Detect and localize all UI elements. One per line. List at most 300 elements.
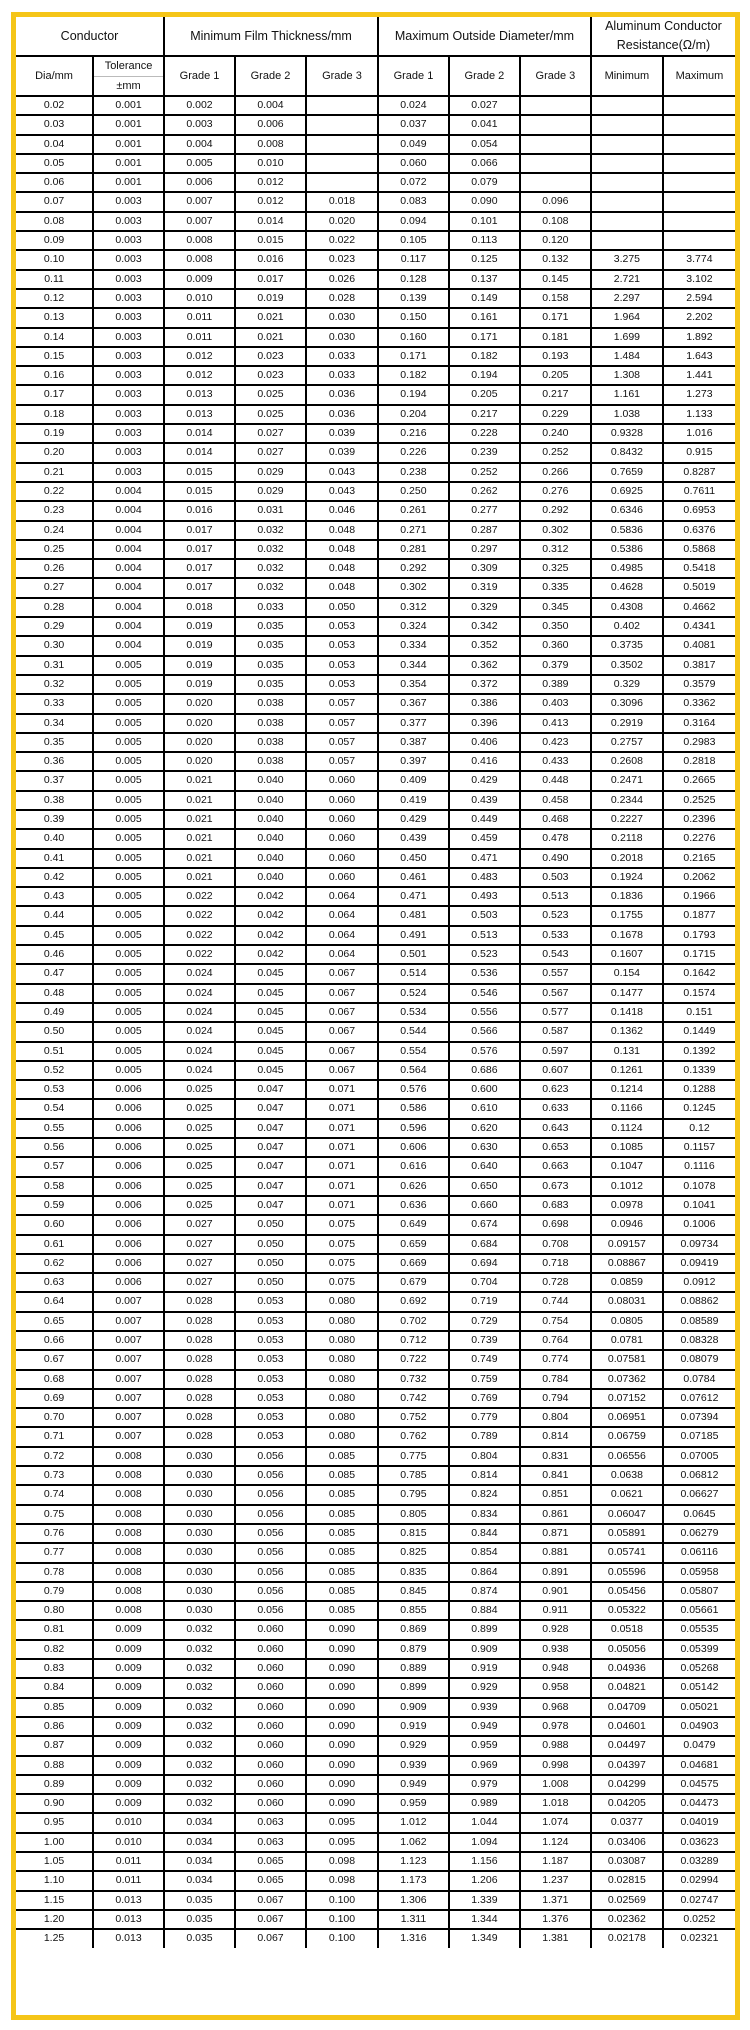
table-row — [16, 675, 735, 694]
cell-res-min — [591, 212, 663, 231]
cell-film-g1: 0.019 — [164, 675, 235, 694]
cell-od-g1: 0.150 — [378, 308, 449, 327]
cell-od-g3: 0.784 — [520, 1370, 591, 1389]
cell-film-g1: 0.004 — [164, 135, 235, 154]
cell-film-g3: 0.080 — [306, 1292, 378, 1311]
cell-res-max: 0.5019 — [663, 578, 735, 597]
cell-film-g1: 0.019 — [164, 656, 235, 675]
cell-film-g2: 0.029 — [235, 482, 306, 501]
cell-od-g3: 0.978 — [520, 1717, 591, 1736]
cell-film-g2: 0.035 — [235, 656, 306, 675]
cell-film-g1: 0.024 — [164, 1061, 235, 1080]
cell-dia: 0.05 — [16, 154, 93, 173]
cell-film-g3: 0.090 — [306, 1756, 378, 1775]
cell-od-g3: 0.302 — [520, 521, 591, 540]
cell-tolerance: 0.004 — [93, 617, 164, 636]
cell-film-g2: 0.056 — [235, 1485, 306, 1504]
cell-tolerance: 0.009 — [93, 1736, 164, 1755]
cell-res-min: 0.1418 — [591, 1003, 663, 1022]
cell-od-g1: 0.805 — [378, 1505, 449, 1524]
cell-od-g1: 0.302 — [378, 578, 449, 597]
cell-od-g3 — [520, 154, 591, 173]
cell-od-g2: 0.789 — [449, 1427, 520, 1446]
cell-od-g2: 0.406 — [449, 733, 520, 752]
table-row — [16, 714, 735, 733]
cell-res-max: 0.6953 — [663, 501, 735, 520]
cell-dia: 0.59 — [16, 1196, 93, 1215]
cell-film-g3: 0.085 — [306, 1485, 378, 1504]
cell-dia: 0.26 — [16, 559, 93, 578]
cell-film-g1: 0.017 — [164, 578, 235, 597]
cell-od-g1: 0.083 — [378, 192, 449, 211]
cell-film-g2: 0.033 — [235, 598, 306, 617]
cell-od-g2: 0.719 — [449, 1292, 520, 1311]
cell-film-g3: 0.071 — [306, 1138, 378, 1157]
cell-film-g2: 0.032 — [235, 521, 306, 540]
cell-res-max: 0.1642 — [663, 964, 735, 983]
cell-res-min: 0.05056 — [591, 1640, 663, 1659]
cell-od-g2: 0.576 — [449, 1042, 520, 1061]
cell-film-g3: 0.085 — [306, 1524, 378, 1543]
cell-od-g2: 0.362 — [449, 656, 520, 675]
cell-dia: 0.50 — [16, 1022, 93, 1041]
cell-film-g3: 0.085 — [306, 1466, 378, 1485]
cell-film-g2: 0.065 — [235, 1852, 306, 1871]
cell-res-max: 0.03289 — [663, 1852, 735, 1871]
cell-od-g2: 0.523 — [449, 945, 520, 964]
cell-film-g3: 0.067 — [306, 1061, 378, 1080]
cell-od-g2: 1.349 — [449, 1929, 520, 1947]
cell-tolerance: 0.008 — [93, 1524, 164, 1543]
cell-film-g1: 0.021 — [164, 849, 235, 868]
cell-od-g2: 0.217 — [449, 405, 520, 424]
cell-film-g1: 0.013 — [164, 385, 235, 404]
cell-dia: 0.02 — [16, 96, 93, 115]
cell-film-g1: 0.003 — [164, 115, 235, 134]
cell-res-min: 0.1607 — [591, 945, 663, 964]
cell-dia: 0.25 — [16, 540, 93, 559]
cell-od-g3: 0.938 — [520, 1640, 591, 1659]
cell-film-g3: 0.020 — [306, 212, 378, 231]
cell-film-g2: 0.056 — [235, 1505, 306, 1524]
cell-film-g2: 0.016 — [235, 250, 306, 269]
table-row — [16, 617, 735, 636]
cell-tolerance: 0.006 — [93, 1080, 164, 1099]
cell-film-g3: 0.048 — [306, 578, 378, 597]
cell-od-g2: 1.094 — [449, 1833, 520, 1852]
cell-res-max: 1.441 — [663, 366, 735, 385]
cell-film-g2: 0.027 — [235, 424, 306, 443]
header-film-grade-1: Grade 1 — [164, 56, 235, 96]
cell-film-g3: 0.030 — [306, 328, 378, 347]
cell-film-g1: 0.002 — [164, 96, 235, 115]
table-row — [16, 868, 735, 887]
cell-res-max: 3.774 — [663, 250, 735, 269]
cell-res-min: 0.1924 — [591, 868, 663, 887]
cell-film-g2: 0.027 — [235, 443, 306, 462]
cell-res-max: 0.09734 — [663, 1235, 735, 1254]
cell-od-g2: 0.396 — [449, 714, 520, 733]
cell-od-g2: 0.319 — [449, 578, 520, 597]
cell-od-g3: 0.389 — [520, 675, 591, 694]
cell-film-g2: 0.056 — [235, 1543, 306, 1562]
cell-film-g3: 0.050 — [306, 598, 378, 617]
cell-res-min: 0.1362 — [591, 1022, 663, 1041]
cell-od-g2: 0.287 — [449, 521, 520, 540]
cell-res-max — [663, 115, 735, 134]
cell-film-g1: 0.018 — [164, 598, 235, 617]
table-row — [16, 1003, 735, 1022]
cell-od-g2: 0.277 — [449, 501, 520, 520]
cell-od-g2: 0.483 — [449, 868, 520, 887]
cell-tolerance: 0.009 — [93, 1640, 164, 1659]
cell-res-min: 0.06759 — [591, 1427, 663, 1446]
cell-res-min: 0.04497 — [591, 1736, 663, 1755]
cell-dia: 0.86 — [16, 1717, 93, 1736]
cell-od-g3: 0.181 — [520, 328, 591, 347]
cell-film-g2: 0.021 — [235, 308, 306, 327]
cell-od-g3: 0.503 — [520, 868, 591, 887]
cell-tolerance: 0.004 — [93, 578, 164, 597]
cell-film-g3: 0.048 — [306, 540, 378, 559]
table-row — [16, 1505, 735, 1524]
cell-od-g3: 0.804 — [520, 1408, 591, 1427]
cell-dia: 0.31 — [16, 656, 93, 675]
cell-film-g3: 0.033 — [306, 366, 378, 385]
cell-res-max: 0.04681 — [663, 1756, 735, 1775]
cell-od-g2: 0.684 — [449, 1235, 520, 1254]
cell-film-g1: 0.012 — [164, 366, 235, 385]
cell-res-min: 0.1261 — [591, 1061, 663, 1080]
cell-film-g1: 0.035 — [164, 1929, 235, 1947]
table-row — [16, 1736, 735, 1755]
cell-dia: 0.38 — [16, 791, 93, 810]
cell-od-g2: 0.309 — [449, 559, 520, 578]
cell-res-max — [663, 96, 735, 115]
cell-res-min: 0.0518 — [591, 1620, 663, 1639]
cell-film-g2: 0.025 — [235, 405, 306, 424]
table-row — [16, 598, 735, 617]
cell-res-max: 0.04575 — [663, 1775, 735, 1794]
table-row — [16, 1254, 735, 1273]
cell-od-g1: 0.324 — [378, 617, 449, 636]
table-row — [16, 1408, 735, 1427]
cell-od-g3: 0.607 — [520, 1061, 591, 1080]
table-row — [16, 1177, 735, 1196]
cell-res-min: 0.1755 — [591, 906, 663, 925]
cell-res-max: 0.1288 — [663, 1080, 735, 1099]
cell-res-max: 0.08862 — [663, 1292, 735, 1311]
cell-res-max: 0.2276 — [663, 829, 735, 848]
cell-film-g2: 0.047 — [235, 1196, 306, 1215]
cell-film-g3: 0.071 — [306, 1119, 378, 1138]
cell-dia: 0.77 — [16, 1543, 93, 1562]
cell-dia: 0.39 — [16, 810, 93, 829]
cell-film-g1: 0.020 — [164, 714, 235, 733]
cell-od-g3: 0.998 — [520, 1756, 591, 1775]
cell-od-g3: 0.988 — [520, 1736, 591, 1755]
cell-res-min: 0.329 — [591, 675, 663, 694]
cell-film-g3: 0.071 — [306, 1099, 378, 1118]
cell-film-g3: 0.080 — [306, 1370, 378, 1389]
cell-od-g1: 0.899 — [378, 1678, 449, 1697]
cell-res-max: 0.1966 — [663, 887, 735, 906]
cell-od-g1: 0.171 — [378, 347, 449, 366]
table-row — [16, 849, 735, 868]
cell-tolerance: 0.003 — [93, 308, 164, 327]
cell-od-g1: 0.429 — [378, 810, 449, 829]
table-row — [16, 1138, 735, 1157]
cell-od-g3: 0.217 — [520, 385, 591, 404]
cell-dia: 0.19 — [16, 424, 93, 443]
cell-od-g1: 0.879 — [378, 1640, 449, 1659]
cell-film-g3: 0.090 — [306, 1736, 378, 1755]
cell-od-g2: 0.252 — [449, 463, 520, 482]
cell-dia: 0.55 — [16, 1119, 93, 1138]
cell-res-max: 0.2062 — [663, 868, 735, 887]
cell-film-g2: 0.010 — [235, 154, 306, 173]
cell-od-g3: 0.764 — [520, 1331, 591, 1350]
cell-od-g1: 1.123 — [378, 1852, 449, 1871]
cell-od-g2: 0.239 — [449, 443, 520, 462]
cell-film-g3: 0.085 — [306, 1505, 378, 1524]
cell-od-g2: 0.536 — [449, 964, 520, 983]
cell-film-g1: 0.021 — [164, 791, 235, 810]
cell-dia: 1.10 — [16, 1871, 93, 1890]
cell-film-g3: 0.075 — [306, 1215, 378, 1234]
cell-od-g3: 0.958 — [520, 1678, 591, 1697]
cell-res-max: 0.0645 — [663, 1505, 735, 1524]
table-row — [16, 1061, 735, 1080]
cell-od-g3: 0.523 — [520, 906, 591, 925]
cell-film-g3: 0.090 — [306, 1717, 378, 1736]
cell-od-g1: 0.160 — [378, 328, 449, 347]
table-row — [16, 135, 735, 154]
cell-film-g2: 0.038 — [235, 752, 306, 771]
cell-film-g1: 0.028 — [164, 1370, 235, 1389]
cell-od-g3: 0.448 — [520, 771, 591, 790]
cell-od-g2: 0.546 — [449, 984, 520, 1003]
cell-film-g1: 0.030 — [164, 1466, 235, 1485]
cell-tolerance: 0.009 — [93, 1698, 164, 1717]
cell-res-max: 3.102 — [663, 270, 735, 289]
cell-od-g1: 0.024 — [378, 96, 449, 115]
cell-res-max: 0.1006 — [663, 1215, 735, 1234]
cell-film-g3: 0.060 — [306, 829, 378, 848]
cell-film-g1: 0.015 — [164, 482, 235, 501]
cell-film-g1: 0.028 — [164, 1389, 235, 1408]
cell-film-g3: 0.060 — [306, 771, 378, 790]
cell-res-max: 0.2818 — [663, 752, 735, 771]
cell-tolerance: 0.009 — [93, 1659, 164, 1678]
cell-film-g1: 0.015 — [164, 463, 235, 482]
cell-film-g2: 0.063 — [235, 1813, 306, 1832]
header-od-grade-3: Grade 3 — [520, 56, 591, 96]
cell-film-g1: 0.032 — [164, 1640, 235, 1659]
cell-film-g3: 0.026 — [306, 270, 378, 289]
cell-res-min: 0.1166 — [591, 1099, 663, 1118]
header-resistance-maximum: Maximum — [663, 56, 735, 96]
cell-od-g1: 0.501 — [378, 945, 449, 964]
cell-res-min: 0.4985 — [591, 559, 663, 578]
cell-dia: 0.68 — [16, 1370, 93, 1389]
cell-od-g3: 1.124 — [520, 1833, 591, 1852]
cell-od-g3: 0.653 — [520, 1138, 591, 1157]
cell-od-g2: 0.610 — [449, 1099, 520, 1118]
table-row — [16, 385, 735, 404]
cell-film-g1: 0.028 — [164, 1312, 235, 1331]
cell-dia: 0.79 — [16, 1582, 93, 1601]
cell-res-min: 2.297 — [591, 289, 663, 308]
cell-od-g3: 1.018 — [520, 1794, 591, 1813]
cell-film-g2: 0.040 — [235, 849, 306, 868]
cell-dia: 0.62 — [16, 1254, 93, 1273]
cell-res-min: 1.308 — [591, 366, 663, 385]
table-row — [16, 1871, 735, 1890]
cell-res-max: 0.08589 — [663, 1312, 735, 1331]
cell-od-g1: 0.128 — [378, 270, 449, 289]
cell-tolerance: 0.004 — [93, 540, 164, 559]
cell-dia: 0.42 — [16, 868, 93, 887]
cell-od-g3: 0.831 — [520, 1447, 591, 1466]
table-row — [16, 791, 735, 810]
cell-od-g1: 0.450 — [378, 849, 449, 868]
table-row — [16, 463, 735, 482]
cell-film-g3: 0.036 — [306, 405, 378, 424]
cell-od-g3: 0.145 — [520, 270, 591, 289]
cell-od-g1: 0.712 — [378, 1331, 449, 1350]
cell-film-g3: 0.053 — [306, 675, 378, 694]
cell-od-g3: 0.350 — [520, 617, 591, 636]
cell-film-g3: 0.071 — [306, 1177, 378, 1196]
cell-res-min — [591, 135, 663, 154]
table-body — [16, 96, 735, 1948]
cell-res-max: 0.05021 — [663, 1698, 735, 1717]
cell-dia: 1.00 — [16, 1833, 93, 1852]
table-row — [16, 1485, 735, 1504]
cell-film-g1: 0.019 — [164, 636, 235, 655]
cell-film-g1: 0.017 — [164, 521, 235, 540]
cell-od-g2: 0.824 — [449, 1485, 520, 1504]
cell-tolerance: 0.008 — [93, 1485, 164, 1504]
cell-dia: 0.49 — [16, 1003, 93, 1022]
cell-od-g1: 1.012 — [378, 1813, 449, 1832]
cell-film-g2: 0.056 — [235, 1563, 306, 1582]
cell-od-g2: 0.137 — [449, 270, 520, 289]
cell-od-g1: 0.094 — [378, 212, 449, 231]
cell-film-g2: 0.056 — [235, 1447, 306, 1466]
cell-od-g2: 0.779 — [449, 1408, 520, 1427]
cell-od-g2: 0.650 — [449, 1177, 520, 1196]
cell-tolerance: 0.005 — [93, 1003, 164, 1022]
cell-od-g2: 0.694 — [449, 1254, 520, 1273]
header-film-grade-2: Grade 2 — [235, 56, 306, 96]
cell-od-g1: 0.636 — [378, 1196, 449, 1215]
cell-film-g1: 0.025 — [164, 1196, 235, 1215]
cell-tolerance: 0.003 — [93, 270, 164, 289]
cell-tolerance: 0.007 — [93, 1312, 164, 1331]
cell-res-max — [663, 212, 735, 231]
cell-res-min: 0.1477 — [591, 984, 663, 1003]
cell-film-g1: 0.030 — [164, 1563, 235, 1582]
cell-film-g2: 0.040 — [235, 810, 306, 829]
cell-film-g2: 0.050 — [235, 1254, 306, 1273]
cell-film-g1: 0.021 — [164, 829, 235, 848]
cell-film-g1: 0.030 — [164, 1485, 235, 1504]
table-row — [16, 810, 735, 829]
cell-res-min: 0.02178 — [591, 1929, 663, 1947]
cell-film-g3: 0.100 — [306, 1891, 378, 1910]
cell-tolerance: 0.004 — [93, 598, 164, 617]
cell-od-g3: 0.891 — [520, 1563, 591, 1582]
cell-film-g1: 0.032 — [164, 1794, 235, 1813]
cell-od-g3: 0.478 — [520, 829, 591, 848]
cell-tolerance: 0.003 — [93, 347, 164, 366]
cell-od-g2: 0.959 — [449, 1736, 520, 1755]
header-conductor: Conductor — [16, 17, 164, 56]
table-row — [16, 1698, 735, 1717]
cell-od-g2: 0.834 — [449, 1505, 520, 1524]
cell-dia: 0.17 — [16, 385, 93, 404]
cell-res-min: 0.0946 — [591, 1215, 663, 1234]
cell-od-g2: 0.471 — [449, 849, 520, 868]
cell-od-g2: 0.372 — [449, 675, 520, 694]
cell-dia: 0.27 — [16, 578, 93, 597]
cell-res-min: 0.1124 — [591, 1119, 663, 1138]
cell-film-g3: 0.057 — [306, 714, 378, 733]
cell-film-g3: 0.080 — [306, 1312, 378, 1331]
table-row — [16, 424, 735, 443]
cell-film-g1: 0.021 — [164, 810, 235, 829]
cell-res-max: 0.03623 — [663, 1833, 735, 1852]
cell-film-g2: 0.050 — [235, 1215, 306, 1234]
cell-res-max — [663, 135, 735, 154]
cell-res-max: 0.6376 — [663, 521, 735, 540]
table-row — [16, 1312, 735, 1331]
table-row — [16, 887, 735, 906]
cell-film-g3: 0.060 — [306, 868, 378, 887]
cell-film-g3: 0.057 — [306, 752, 378, 771]
cell-od-g1: 0.377 — [378, 714, 449, 733]
cell-od-g2: 0.630 — [449, 1138, 520, 1157]
cell-od-g2: 0.513 — [449, 926, 520, 945]
cell-res-min: 0.4308 — [591, 598, 663, 617]
cell-res-max: 0.08079 — [663, 1350, 735, 1369]
cell-od-g1: 0.312 — [378, 598, 449, 617]
cell-film-g2: 0.060 — [235, 1794, 306, 1813]
cell-res-min: 0.0638 — [591, 1466, 663, 1485]
cell-res-min: 0.0621 — [591, 1485, 663, 1504]
cell-od-g2: 0.929 — [449, 1678, 520, 1697]
cell-film-g1: 0.007 — [164, 192, 235, 211]
cell-od-g2: 0.854 — [449, 1543, 520, 1562]
cell-res-max: 0.05399 — [663, 1640, 735, 1659]
cell-res-min: 0.5386 — [591, 540, 663, 559]
cell-film-g2: 0.056 — [235, 1466, 306, 1485]
cell-od-g1: 0.194 — [378, 385, 449, 404]
cell-film-g2: 0.047 — [235, 1138, 306, 1157]
cell-film-g1: 0.022 — [164, 945, 235, 964]
table-row — [16, 1447, 735, 1466]
cell-od-g3: 0.266 — [520, 463, 591, 482]
cell-dia: 0.24 — [16, 521, 93, 540]
cell-res-min: 0.04936 — [591, 1659, 663, 1678]
cell-film-g3: 0.030 — [306, 308, 378, 327]
cell-film-g3 — [306, 154, 378, 173]
table-row — [16, 1582, 735, 1601]
cell-res-max: 2.594 — [663, 289, 735, 308]
cell-film-g2: 0.017 — [235, 270, 306, 289]
